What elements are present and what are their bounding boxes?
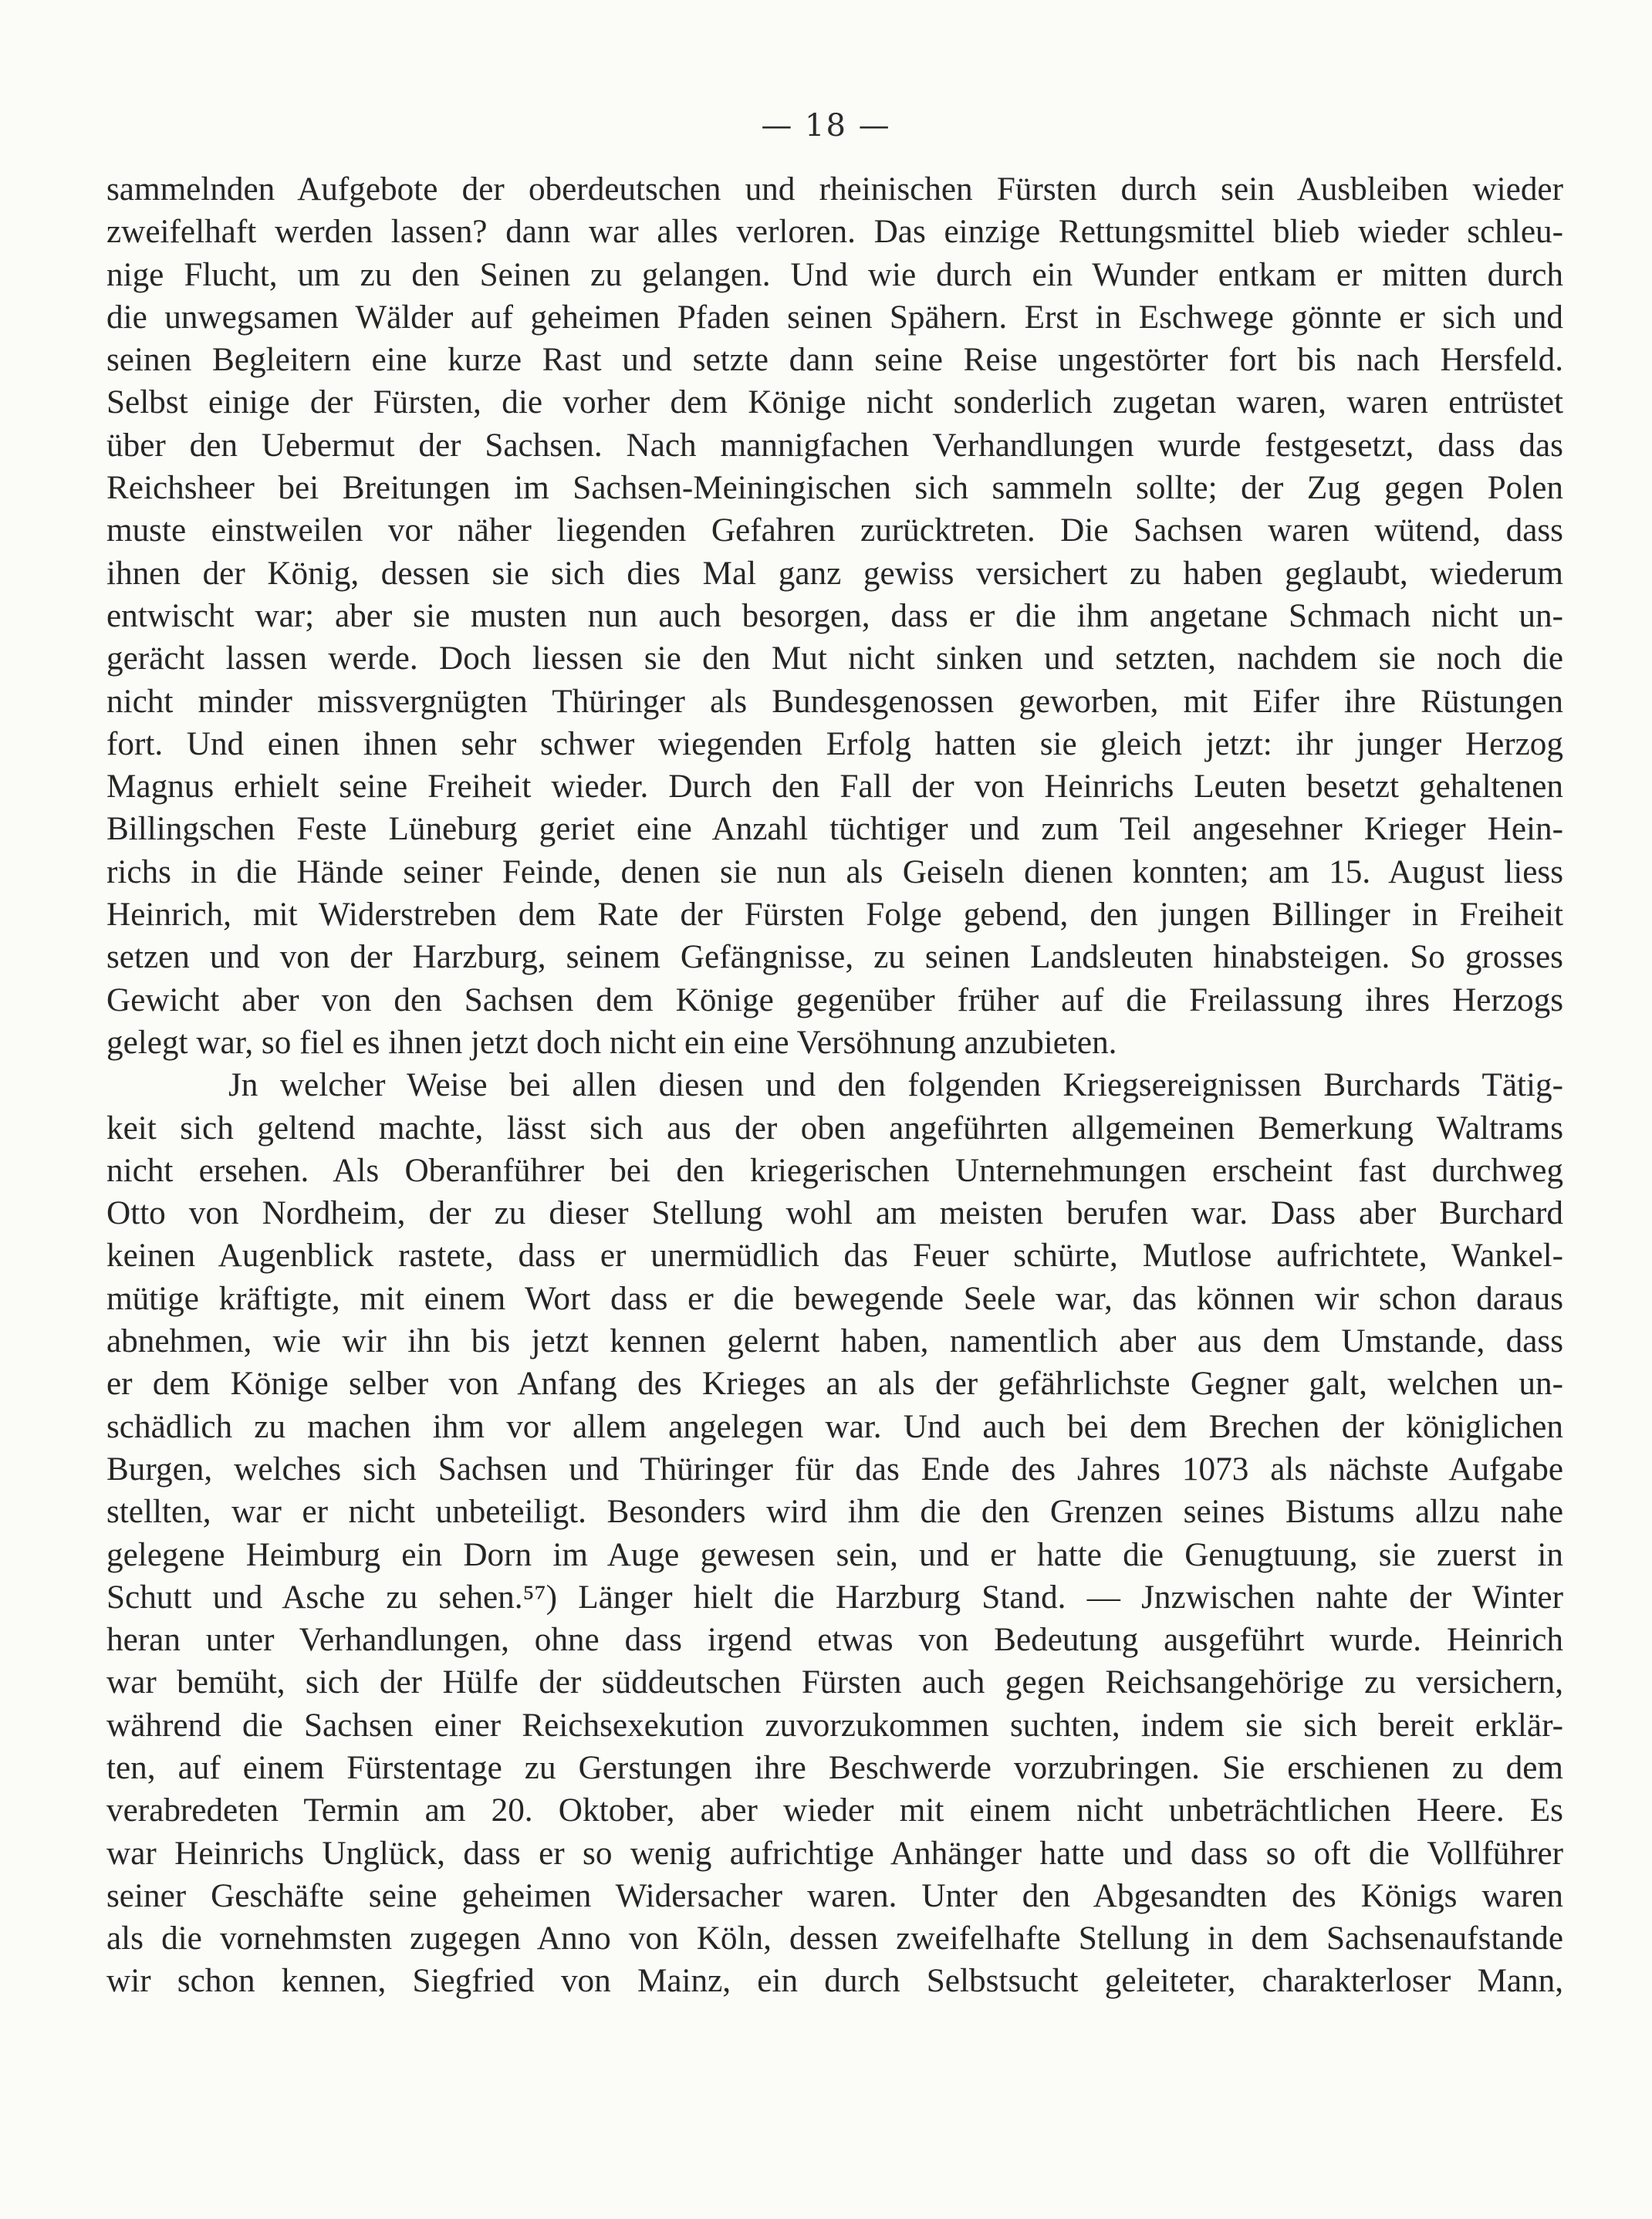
text-line: ihnen der König, dessen sie sich dies Mal ganz gewiss versichert zu haben geglaubt, wiederum (106, 555, 1563, 592)
text-line: Burgen, welches sich Sachsen und Thüringer für das Ende des Jahres 1073 als nächste Aufgabe (106, 1451, 1563, 1488)
text-line: keit sich geltend machte, lässt sich aus der oben angeführten allgemeinen Bemerkung Waltrams (106, 1110, 1563, 1147)
text-line: Schutt und Asche zu sehen.⁵⁷) Länger hielt die Harzburg Stand. — Jnzwischen nahte der Winter (106, 1579, 1563, 1616)
text-line: stellten, war er nicht unbeteiligt. Besonders wird ihm die den Grenzen seines Bistums allzu nahe (106, 1494, 1563, 1531)
text-line: Selbst einige der Fürsten, die vorher dem Könige nicht sonderlich zugetan waren, waren entrüstet (106, 384, 1563, 421)
text-line: Reichsheer bei Breitungen im Sachsen-Meiningischen sich sammeln sollte; der Zug gegen Polen (106, 470, 1563, 507)
text-line: schädlich zu machen ihm vor allem angelegen war. Und auch bei dem Brechen der königlichen (106, 1408, 1563, 1445)
text-line: ten, auf einem Fürstentage zu Gerstungen ihre Beschwerde vorzubringen. Sie erschienen zu dem (106, 1749, 1563, 1786)
text-line: entwischt war; aber sie musten nun auch besorgen, dass er die ihm angetane Schmach nicht un- (106, 597, 1563, 634)
text-line: die unwegsamen Wälder auf geheimen Pfaden seinen Spähern. Erst in Eschwege gönnte er sich und (106, 299, 1563, 336)
text-line: fort. Und einen ihnen sehr schwer wiegenden Erfolg hatten sie gleich jetzt: ihr junger Herzog (106, 725, 1563, 762)
text-line: nicht minder missvergnügten Thüringer als Bundesgenossen geworben, mit Eifer ihre Rüstungen (106, 683, 1563, 720)
paragraph-end-line: gelegt war, so fiel es ihnen jetzt doch nicht ein eine Versöhnung anzubieten. (106, 1024, 1117, 1061)
text-line: nicht ersehen. Als Oberanführer bei den kriegerischen Unternehmungen erscheint fast durchweg (106, 1152, 1563, 1189)
text-line: Gewicht aber von den Sachsen dem Könige gegenüber früher auf die Freilassung ihres Herzogs (106, 981, 1563, 1018)
text-line: gerächt lassen werde. Doch liessen sie den Mut nicht sinken und setzten, nachdem sie noch die (106, 640, 1563, 677)
text-line: setzen und von der Harzburg, seinem Gefängnisse, zu seinen Landsleuten hinabsteigen. So grosses (106, 939, 1563, 976)
text-line: nige Flucht, um zu den Seinen zu gelangen. Und wie durch ein Wunder entkam er mitten durch (106, 256, 1563, 293)
text-line: Heinrich, mit Widerstreben dem Rate der Fürsten Folge gebend, den jungen Billinger in Freiheit (106, 897, 1563, 934)
paragraph-start-line: Jn welcher Weise bei allen diesen und den folgenden Kriegsereignissen Burchards Tätig- (228, 1067, 1563, 1104)
text-line: abnehmen, wie wir ihn bis jetzt kennen gelernt haben, namentlich aber aus dem Umstande, dass (106, 1323, 1563, 1360)
text-line: mütige kräftigte, mit einem Wort dass er die bewegende Seele war, das können wir schon daraus (106, 1280, 1563, 1317)
text-line: zweifelhaft werden lassen? dann war alles verloren. Das einzige Rettungsmittel blieb wieder schleu- (106, 214, 1563, 251)
text-line: seiner Geschäfte seine geheimen Widersacher waren. Unter den Abgesandten des Königs waren (106, 1877, 1563, 1914)
text-line: war bemüht, sich der Hülfe der süddeutschen Fürsten auch gegen Reichsangehörige zu versichern, (106, 1664, 1563, 1701)
text-line: über den Uebermut der Sachsen. Nach mannigfachen Verhandlungen wurde festgesetzt, dass das (106, 427, 1563, 464)
text-line: wir schon kennen, Siegfried von Mainz, ein durch Selbstsucht geleiteter, charakterloser Mann, (106, 1963, 1563, 2000)
text-line: seinen Begleitern eine kurze Rast und setzte dann seine Reise ungestörter fort bis nach Hersfeld. (106, 342, 1563, 379)
text-line: verabredeten Termin am 20. Oktober, aber wieder mit einem nicht unbeträchtlichen Heere. Es (106, 1792, 1563, 1829)
page-number: — 18 — (761, 108, 891, 144)
text-line: richs in die Hände seiner Feinde, denen sie nun als Geiseln dienen konnten; am 15. August liess (106, 853, 1563, 890)
text-line: keinen Augenblick rastete, dass er unermüdlich das Feuer schürte, Mutlose aufrichtete, Wankel- (106, 1238, 1563, 1275)
text-line: als die vornehmsten zugegen Anno von Köln, dessen zweifelhafte Stellung in dem Sachsenaufstande (106, 1920, 1563, 1957)
text-line: während die Sachsen einer Reichsexekution zuvorzukommen suchten, indem sie sich bereit erklär- (106, 1707, 1563, 1744)
text-line: sammelnden Aufgebote der oberdeutschen und rheinischen Fürsten durch sein Ausbleiben wieder (106, 171, 1563, 208)
body-text (106, 168, 1563, 2003)
text-line: Billingschen Feste Lüneburg geriet eine Anzahl tüchtiger und zum Teil angesehner Krieger Hein- (106, 811, 1563, 848)
text-line: heran unter Verhandlungen, ohne dass irgend etwas von Bedeutung ausgeführt wurde. Heinrich (106, 1622, 1563, 1659)
text-line: muste einstweilen vor näher liegenden Gefahren zurücktreten. Die Sachsen waren wütend, dass (106, 512, 1563, 549)
text-line: Otto von Nordheim, der zu dieser Stellung wohl am meisten berufen war. Dass aber Burchard (106, 1195, 1563, 1232)
text-line: Magnus erhielt seine Freiheit wieder. Durch den Fall der von Heinrichs Leuten besetzt gehaltenen (106, 768, 1563, 806)
text-line: war Heinrichs Unglück, dass er so wenig aufrichtige Anhänger hatte und dass so oft die Vollführer (106, 1835, 1563, 1872)
text-line: gelegene Heimburg ein Dorn im Auge gewesen sein, und er hatte die Genugtuung, sie zuerst in (106, 1536, 1563, 1573)
text-line: er dem Könige selber von Anfang des Krieges an als der gefährlichste Gegner galt, welchen un- (106, 1366, 1563, 1403)
